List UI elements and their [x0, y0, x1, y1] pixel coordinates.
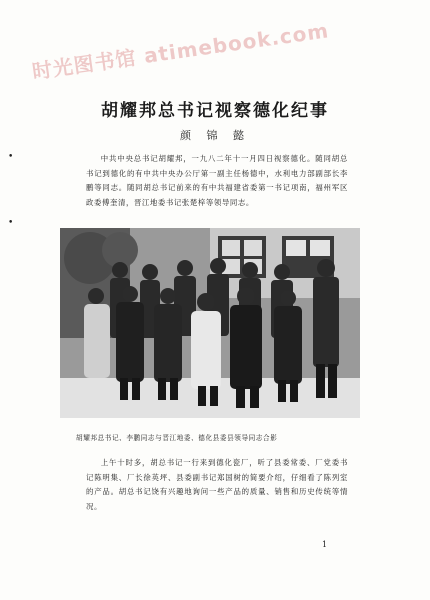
group-photo-drawing	[60, 228, 360, 418]
body-paragraph: 上午十时多，胡总书记一行来到德化瓷厂，听了县委常委、厂党委书记陈明集、厂长徐英坪、县委副书记郑国树的简要介绍，仔细看了陈列室的产品。胡总书记饶有兴趣地询问一些产品的质量、销售和历史传统等情况。	[86, 458, 348, 511]
article-author: 颜 锦 懿	[180, 129, 250, 142]
intro-paragraph: 中共中央总书记胡耀邦，一九八二年十一月四日视察德化。随同胡总书记到德化的有中共中央办公厅第一副主任杨德中，水利电力部副部长李鹏等同志。随同胡总书记前来的有中共福建省委第一书记项南，福州军区政委傅奎清，晋江地委书记张楚梓等领导同志。	[86, 154, 348, 207]
watermark: 时光图书馆 atimebook.com	[30, 18, 331, 84]
article-title: 胡耀邦总书记视察德化纪事	[101, 101, 329, 121]
margin-mark-bottom: •	[8, 218, 14, 228]
page-number: 1	[322, 540, 328, 549]
margin-mark-top: •	[8, 152, 14, 162]
group-photo	[60, 228, 360, 418]
photo-caption: 胡耀邦总书记、李鹏同志与晋江地委、德化县委县领导同志合影	[76, 434, 278, 442]
